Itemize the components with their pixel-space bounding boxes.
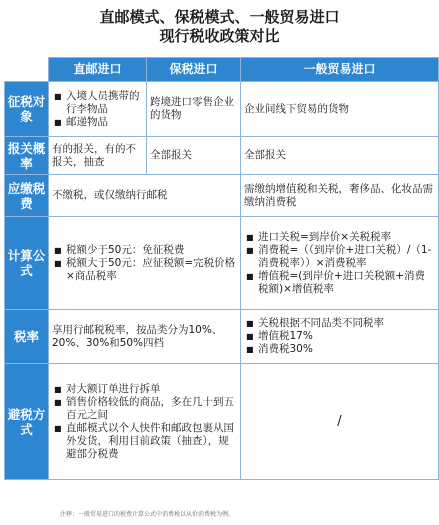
row-header-customs-probability: 报关概率: [5, 137, 49, 175]
direct-customs-probability: 有的报关，有的不报关，抽查: [49, 137, 147, 175]
row-header-tax-avoidance: 避税方式: [5, 364, 49, 480]
row-header-tax-rate: 税率: [5, 310, 49, 364]
title-line1: 直邮模式、保税模式、一般贸易进口: [99, 8, 340, 26]
general-formula: [241, 217, 439, 310]
footnote: 注释：一般贸易进口的税费计算公式中消费税以从价消费税为例。: [60, 511, 235, 518]
list-item: ■ 入境人员携带的行李物品: [66, 90, 143, 116]
direct-tax-object: [49, 82, 147, 137]
col-header-bonded: 保税进口: [147, 58, 241, 82]
row-header-formula: 计算公式: [5, 217, 49, 310]
general-customs-probability: 全部报关: [241, 137, 439, 175]
list-item: ■ 关税根据不同品类不同税率: [258, 317, 435, 330]
bonded-tax-object: 跨境进口零售企业的货物: [147, 82, 241, 137]
direct-tax-rate: 享用行邮税税率，按品类分为10%、20%、30%和50%四档: [49, 310, 241, 364]
col-header-general: 一般贸易进口: [241, 58, 439, 82]
list-item: ■ 税额少于50元：免征税费: [66, 244, 237, 257]
list-item: ■ 消费税=（（到岸价+进口关税）/（1-消费税率））×消费税率: [258, 244, 435, 270]
direct-tax-avoidance: [49, 364, 241, 480]
general-payable-tax: 需缴纳增值税和关税，奢侈品、化妆品需缴纳消费税: [241, 175, 439, 217]
col-header-direct: 直邮进口: [49, 58, 147, 82]
corner-cell: [5, 58, 49, 82]
list-item: ■ 邮递物品: [66, 116, 143, 129]
general-tax-object: 企业间线下贸易的货物: [241, 82, 439, 137]
row-header-tax-object: 征税对象: [5, 82, 49, 137]
list-item: ■ 直邮模式以个人快件和邮政包裹从国外发货，利用目前政策（抽查），规避部分税费: [66, 422, 237, 461]
list-item: ■ 税额大于50元：应征税额=完税价格×商品税率: [66, 257, 237, 283]
general-tax-avoidance: /: [241, 364, 439, 480]
list-item: ■ 增值税=(到岸价+进口关税额+消费税额)×增值税率: [258, 270, 435, 296]
direct-formula: [49, 217, 241, 310]
general-tax-rate: [241, 310, 439, 364]
list-item: ■ 增值税17%: [258, 330, 435, 343]
list-item: ■ 进口关税=到岸价×关税税率: [258, 231, 435, 244]
tax-comparison-table: [4, 57, 439, 480]
direct-payable-tax: 不缴税，或仅缴纳行邮税: [49, 175, 241, 217]
bonded-customs-probability: 全部报关: [147, 137, 241, 175]
list-item: ■ 消费税30%: [258, 343, 435, 356]
list-item: ■ 销售价格较低的商品，多在几十到五百元之间: [66, 396, 237, 422]
row-header-payable-tax: 应缴税费: [5, 175, 49, 217]
list-item: ■ 对大额订单进行拆单: [66, 383, 237, 396]
title-line2: 现行税收政策对比: [159, 27, 280, 45]
